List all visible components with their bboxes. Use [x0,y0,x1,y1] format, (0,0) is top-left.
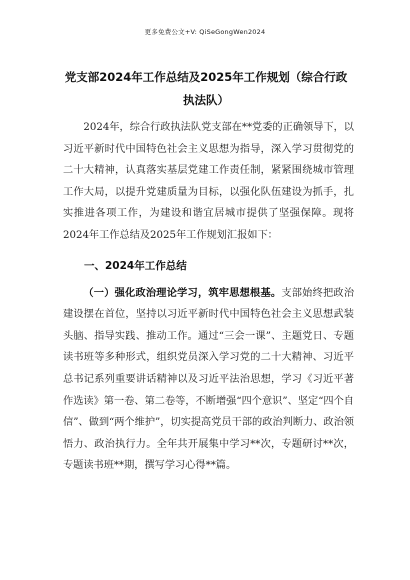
subsection-lead: （一）强化政治理论学习，筑牢思想根基。 [83,287,282,299]
document-body [63,117,354,477]
header-note: 更多免费公文+V: QiSeGongWen2024 [144,28,266,36]
subsection-body: 支部始终把政治建设摆在首位，坚持以习近平新时代中国特色社会主义思想武装头脑、指导实践、推动工作。通过“三会一课”、主题党日、专题读书班等多种形式，组织党员深入学习党的二十大精神、习近平总书记系列重要讲话精神以及习近平法治思想，学习《习近平著作选读》第一卷、第二卷等，不断增强“四个意识”、坚定“四个自信”、做到“两个维护”，切实提高党员干部的政治判断力、政治领悟力、政治执行力。全年共开展集中学习**次，专题研讨**次，专题读书班**期，撰写学习心得**篇。 [63,287,355,472]
intro-paragraph: 2024年，综合行政执法队党支部在**党委的正确领导下，以习近平新时代中国特色社会主义思想为指导，深入学习贯彻党的二十大精神，认真落实基层党建工作责任制，紧紧围绕城市管理工作大局，以提升党建质量为目标，以强化队伍建设为抓手，扎实推进各项工作，为建设和谐宜居城市提供了坚强保障。现将2024年工作总结及2025年工作规划汇报如下： [63,122,354,241]
document-title: 党支部2024年工作总结及2025年工作规划（综合行政执法队） [64,70,348,107]
section-heading: 一、2024年工作总结 [84,259,187,272]
subsection-paragraph [63,283,354,477]
